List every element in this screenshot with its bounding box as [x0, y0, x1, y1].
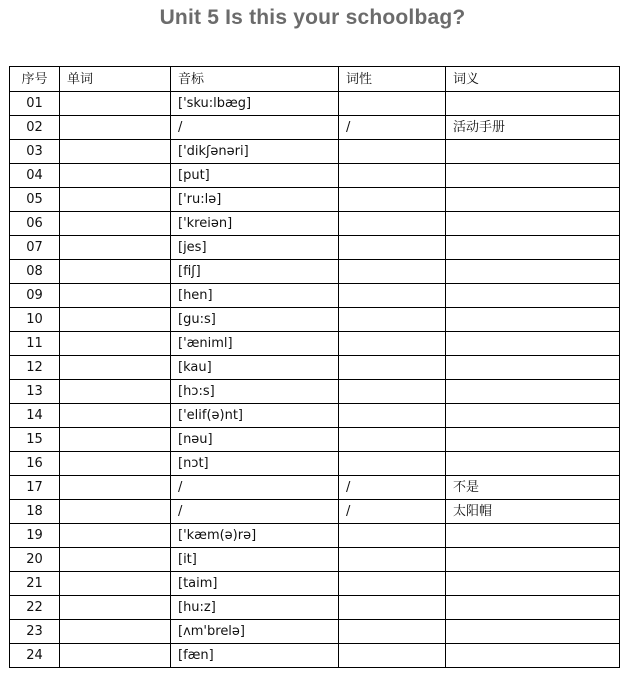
cell-phonetic: [nəu]	[171, 428, 339, 452]
cell-phonetic: [jes]	[171, 236, 339, 260]
cell-word	[60, 548, 171, 572]
cell-number: 05	[10, 188, 60, 212]
cell-meaning	[446, 284, 620, 308]
cell-phonetic: ['æniml]	[171, 332, 339, 356]
cell-word	[60, 428, 171, 452]
cell-meaning	[446, 212, 620, 236]
cell-word	[60, 236, 171, 260]
cell-meaning	[446, 260, 620, 284]
table-body	[10, 92, 620, 668]
cell-part-of-speech	[339, 140, 446, 164]
cell-part-of-speech	[339, 644, 446, 668]
table-row	[10, 116, 620, 140]
header-word: 单词	[60, 67, 171, 92]
cell-word	[60, 140, 171, 164]
cell-part-of-speech	[339, 572, 446, 596]
table-row	[10, 428, 620, 452]
table-row	[10, 596, 620, 620]
cell-number: 17	[10, 476, 60, 500]
cell-part-of-speech	[339, 236, 446, 260]
cell-number: 20	[10, 548, 60, 572]
cell-part-of-speech	[339, 428, 446, 452]
table-row	[10, 548, 620, 572]
cell-word	[60, 188, 171, 212]
table-row	[10, 140, 620, 164]
cell-phonetic: [ʌm'brelə]	[171, 620, 339, 644]
cell-part-of-speech	[339, 212, 446, 236]
table-row	[10, 500, 620, 524]
header-meaning: 词义	[446, 67, 620, 92]
cell-meaning	[446, 404, 620, 428]
cell-phonetic: [hɔ:s]	[171, 380, 339, 404]
cell-part-of-speech: /	[339, 476, 446, 500]
cell-word	[60, 92, 171, 116]
cell-phonetic: ['sku:lbæg]	[171, 92, 339, 116]
vocabulary-table	[9, 66, 620, 668]
cell-meaning: 不是	[446, 476, 620, 500]
cell-part-of-speech: /	[339, 500, 446, 524]
cell-word	[60, 476, 171, 500]
table-row	[10, 332, 620, 356]
cell-word	[60, 500, 171, 524]
cell-meaning	[446, 548, 620, 572]
page-title: Unit 5 Is this your schoolbag?	[159, 6, 466, 29]
cell-phonetic: [taim]	[171, 572, 339, 596]
cell-part-of-speech	[339, 164, 446, 188]
cell-phonetic: /	[171, 116, 339, 140]
cell-phonetic: [hu:z]	[171, 596, 339, 620]
cell-meaning	[446, 524, 620, 548]
cell-number: 24	[10, 644, 60, 668]
table-row	[10, 92, 620, 116]
cell-phonetic: [nɔt]	[171, 452, 339, 476]
cell-number: 22	[10, 596, 60, 620]
cell-meaning: 活动手册	[446, 116, 620, 140]
cell-number: 02	[10, 116, 60, 140]
cell-number: 23	[10, 620, 60, 644]
cell-word	[60, 356, 171, 380]
cell-number: 04	[10, 164, 60, 188]
cell-meaning	[446, 452, 620, 476]
table-row	[10, 260, 620, 284]
cell-phonetic: ['kreiən]	[171, 212, 339, 236]
cell-phonetic: [it]	[171, 548, 339, 572]
table-row	[10, 164, 620, 188]
cell-phonetic: /	[171, 500, 339, 524]
cell-meaning	[446, 356, 620, 380]
cell-word	[60, 116, 171, 140]
cell-phonetic: [fiʃ]	[171, 260, 339, 284]
header-row	[10, 67, 620, 92]
cell-meaning	[446, 92, 620, 116]
cell-part-of-speech	[339, 284, 446, 308]
cell-phonetic: [hen]	[171, 284, 339, 308]
cell-number: 01	[10, 92, 60, 116]
cell-word	[60, 620, 171, 644]
cell-number: 09	[10, 284, 60, 308]
cell-word	[60, 308, 171, 332]
table-row	[10, 236, 620, 260]
cell-meaning	[446, 140, 620, 164]
cell-phonetic: ['dikʃənəri]	[171, 140, 339, 164]
cell-word	[60, 260, 171, 284]
cell-part-of-speech	[339, 308, 446, 332]
cell-part-of-speech	[339, 260, 446, 284]
cell-part-of-speech	[339, 524, 446, 548]
table-row	[10, 524, 620, 548]
table-row	[10, 644, 620, 668]
cell-word	[60, 452, 171, 476]
cell-part-of-speech	[339, 620, 446, 644]
cell-phonetic: [gu:s]	[171, 308, 339, 332]
cell-number: 18	[10, 500, 60, 524]
cell-phonetic: [fæn]	[171, 644, 339, 668]
cell-number: 14	[10, 404, 60, 428]
cell-number: 10	[10, 308, 60, 332]
table-row	[10, 452, 620, 476]
cell-phonetic: [kau]	[171, 356, 339, 380]
cell-word	[60, 524, 171, 548]
cell-part-of-speech	[339, 380, 446, 404]
table-row	[10, 284, 620, 308]
cell-word	[60, 380, 171, 404]
cell-word	[60, 572, 171, 596]
table-row	[10, 380, 620, 404]
cell-phonetic: ['kæm(ə)rə]	[171, 524, 339, 548]
cell-phonetic: ['ru:lə]	[171, 188, 339, 212]
cell-number: 06	[10, 212, 60, 236]
cell-part-of-speech	[339, 404, 446, 428]
table-row	[10, 404, 620, 428]
cell-meaning	[446, 596, 620, 620]
cell-part-of-speech	[339, 596, 446, 620]
cell-meaning	[446, 332, 620, 356]
cell-meaning	[446, 308, 620, 332]
cell-meaning	[446, 572, 620, 596]
cell-part-of-speech	[339, 452, 446, 476]
cell-phonetic: ['elif(ə)nt]	[171, 404, 339, 428]
cell-meaning	[446, 380, 620, 404]
cell-part-of-speech	[339, 188, 446, 212]
cell-part-of-speech	[339, 548, 446, 572]
cell-phonetic: [put]	[171, 164, 339, 188]
cell-word	[60, 284, 171, 308]
cell-part-of-speech	[339, 92, 446, 116]
cell-word	[60, 332, 171, 356]
table-row	[10, 356, 620, 380]
cell-part-of-speech: /	[339, 116, 446, 140]
cell-meaning	[446, 644, 620, 668]
cell-meaning	[446, 164, 620, 188]
cell-number: 07	[10, 236, 60, 260]
header-phonetic: 音标	[171, 67, 339, 92]
cell-meaning: 太阳帽	[446, 500, 620, 524]
table-row	[10, 212, 620, 236]
cell-number: 15	[10, 428, 60, 452]
cell-word	[60, 596, 171, 620]
cell-number: 12	[10, 356, 60, 380]
table-row	[10, 620, 620, 644]
cell-part-of-speech	[339, 332, 446, 356]
table-row	[10, 476, 620, 500]
cell-meaning	[446, 428, 620, 452]
cell-number: 21	[10, 572, 60, 596]
cell-number: 13	[10, 380, 60, 404]
cell-number: 03	[10, 140, 60, 164]
cell-part-of-speech	[339, 356, 446, 380]
cell-number: 11	[10, 332, 60, 356]
cell-number: 16	[10, 452, 60, 476]
cell-word	[60, 164, 171, 188]
cell-word	[60, 404, 171, 428]
header-number: 序号	[10, 67, 60, 92]
cell-phonetic: /	[171, 476, 339, 500]
cell-word	[60, 212, 171, 236]
cell-meaning	[446, 620, 620, 644]
header-part-of-speech: 词性	[339, 67, 446, 92]
cell-number: 08	[10, 260, 60, 284]
table-row	[10, 572, 620, 596]
table-row	[10, 308, 620, 332]
cell-number: 19	[10, 524, 60, 548]
cell-meaning	[446, 236, 620, 260]
cell-meaning	[446, 188, 620, 212]
table-row	[10, 188, 620, 212]
cell-word	[60, 644, 171, 668]
